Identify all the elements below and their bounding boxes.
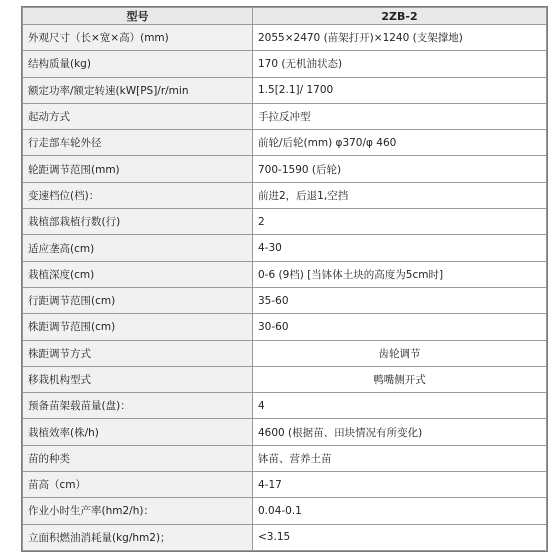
- row-label: 预备苗架载苗量(盘)：: [23, 393, 253, 419]
- row-label: 株距调节范围(cm): [23, 314, 253, 340]
- row-value: 2055×2470 (苗架打开)×1240 (支架撑地): [253, 25, 547, 51]
- row-label: 适应垄高(cm): [23, 235, 253, 261]
- row-value: 4: [253, 393, 547, 419]
- row-label: 轮距调节范围(mm): [23, 156, 253, 182]
- row-value: 700-1590 (后轮): [253, 156, 547, 182]
- row-value: 170 (无机油状态): [253, 51, 547, 77]
- header-label-cell: 型号: [23, 8, 253, 25]
- row-label: 栽植效率(株/h): [23, 419, 253, 445]
- row-label: 移栽机构型式: [23, 366, 253, 392]
- row-value: 0-6 (9档) [当钵体土块的高度为5cm时]: [253, 261, 547, 287]
- row-label: 额定功率/额定转速(kW[PS]/r/min: [23, 77, 253, 103]
- row-label: 立面积燃油消耗量(kg/hm2)；: [23, 524, 253, 550]
- table-row: [23, 25, 547, 51]
- table-row: [23, 182, 547, 208]
- row-label: 外观尺寸（长×宽×高）(mm): [23, 25, 253, 51]
- row-label: 株距调节方式: [23, 340, 253, 366]
- table-row: [23, 130, 547, 156]
- row-label: 行距调节范围(cm): [23, 287, 253, 313]
- row-value: 4-17: [253, 472, 547, 498]
- row-value: 35-60: [253, 287, 547, 313]
- row-value: 前轮/后轮(mm) φ370/φ 460: [253, 130, 547, 156]
- row-label: 行走部车轮外径: [23, 130, 253, 156]
- table-row: [23, 445, 547, 471]
- table-row: [23, 472, 547, 498]
- table-row: [23, 51, 547, 77]
- table-row: [23, 524, 547, 550]
- table-row: [23, 235, 547, 261]
- table-row: [23, 77, 547, 103]
- row-value: 30-60: [253, 314, 547, 340]
- table-row: [23, 419, 547, 445]
- row-value: 1.5[2.1]/ 1700: [253, 77, 547, 103]
- table-row: [23, 156, 547, 182]
- row-label: 起动方式: [23, 103, 253, 129]
- table-row: [23, 498, 547, 524]
- row-value: 鸭嘴侧开式: [253, 366, 547, 392]
- row-label: 栽植部栽植行数(行): [23, 209, 253, 235]
- row-label: 栽植深度(cm): [23, 261, 253, 287]
- row-value: 2: [253, 209, 547, 235]
- row-value: <3.15: [253, 524, 547, 550]
- table-row: [23, 314, 547, 340]
- row-value: 4-30: [253, 235, 547, 261]
- row-value: 手拉反冲型: [253, 103, 547, 129]
- table-row: [23, 103, 547, 129]
- row-label: 苗高（cm）: [23, 472, 253, 498]
- table-body: [23, 25, 547, 551]
- row-label: 结构质量(kg): [23, 51, 253, 77]
- table-row: [23, 366, 547, 392]
- row-value: 前进2，后退1,空挡: [253, 182, 547, 208]
- table-row: [23, 340, 547, 366]
- table-row: [23, 261, 547, 287]
- row-value: 4600 (根据苗、田块情况有所变化): [253, 419, 547, 445]
- row-value: 齿轮调节: [253, 340, 547, 366]
- row-label: 变速档位(档)：: [23, 182, 253, 208]
- row-label: 作业小时生产率(hm2/h)：: [23, 498, 253, 524]
- row-value: 钵苗、营养土苗: [253, 445, 547, 471]
- spec-table-frame: [21, 6, 548, 552]
- row-value: 0.04-0.1: [253, 498, 547, 524]
- table-row: [23, 209, 547, 235]
- table-row: [23, 287, 547, 313]
- table-row: [23, 393, 547, 419]
- table-header-row: [23, 8, 547, 25]
- header-model-cell: 2ZB-2: [253, 8, 547, 25]
- spec-table: [22, 7, 547, 551]
- row-label: 苗的种类: [23, 445, 253, 471]
